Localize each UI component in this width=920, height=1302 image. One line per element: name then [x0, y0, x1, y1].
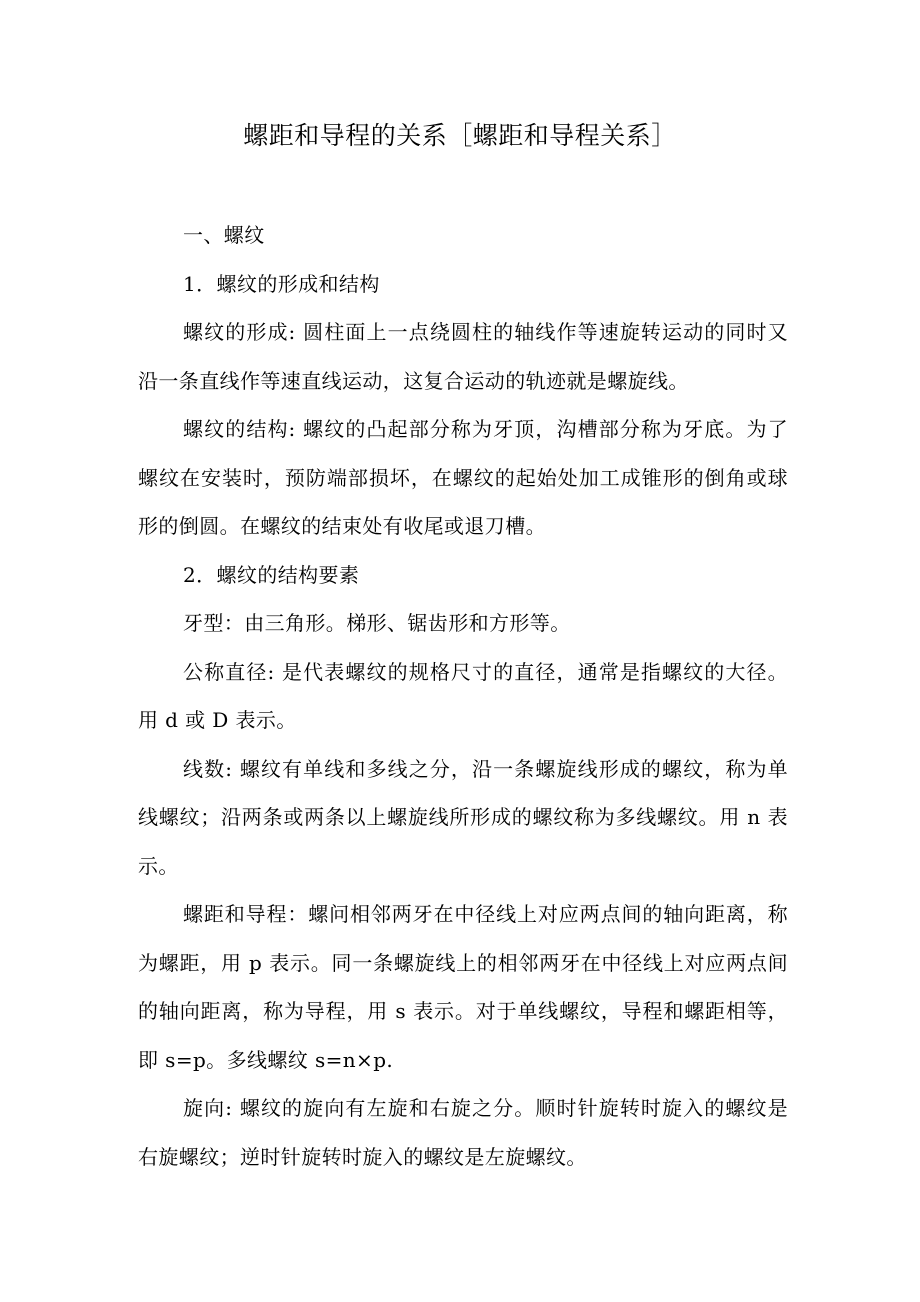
paragraph-formation: 螺纹的形成: 圆柱面上一点绕圆柱的轴线作等速旋转运动的同时又沿一条直线作等速直线运动，这复合运动的轨迹就是螺旋线。 — [138, 320, 788, 393]
paragraph-profile: 牙型：由三角形。梯形、锯齿形和方形等。 — [183, 611, 571, 635]
paragraph-direction: 旋向: 螺纹的旋向有左旋和右旋之分。顺时针旋转时旋入的螺纹是右旋螺纹；逆时针旋转时旋入的螺纹是左旋螺纹。 — [138, 1096, 788, 1169]
subsection-heading-elements: 2．螺纹的结构要素 — [183, 562, 360, 587]
document-body — [138, 211, 788, 1181]
section-heading-thread: 一、螺纹 — [183, 223, 265, 247]
paragraph-structure: 螺纹的结构: 螺纹的凸起部分称为牙顶，沟槽部分称为牙底。为了螺纹在安装时，预防端部损坏，在螺纹的起始处加工成锥形的倒角或球形的倒圆。在螺纹的结束处有收尾或退刀槽。 — [138, 417, 788, 538]
paragraph-thread-count: 线数: 螺纹有单线和多线之分，沿一条螺旋线形成的螺纹，称为单线螺纹；沿两条或两条以上螺旋线所形成的螺纹称为多线螺纹。用 n 表示。 — [138, 756, 788, 878]
paragraph-nominal-diameter: 公称直径: 是代表螺纹的规格尺寸的直径，通常是指螺纹的大径。用 d 或 D 表示。 — [138, 659, 788, 732]
paragraph-pitch-lead: 螺距和导程：螺问相邻两牙在中径线上对应两点间的轴向距离，称为螺距，用 p 表示。同一条螺旋线上的相邻两牙在中径线上对应两点间的轴向距离，称为导程，用 s 表示。对于单线螺纹，导程和螺距相等，即 s=p。多线螺纹 s=n×p. — [138, 902, 788, 1072]
document-title: 螺距和导程的关系［螺距和导程关系］ — [243, 121, 677, 150]
subsection-heading-formation: 1．螺纹的形成和结构 — [183, 271, 380, 296]
